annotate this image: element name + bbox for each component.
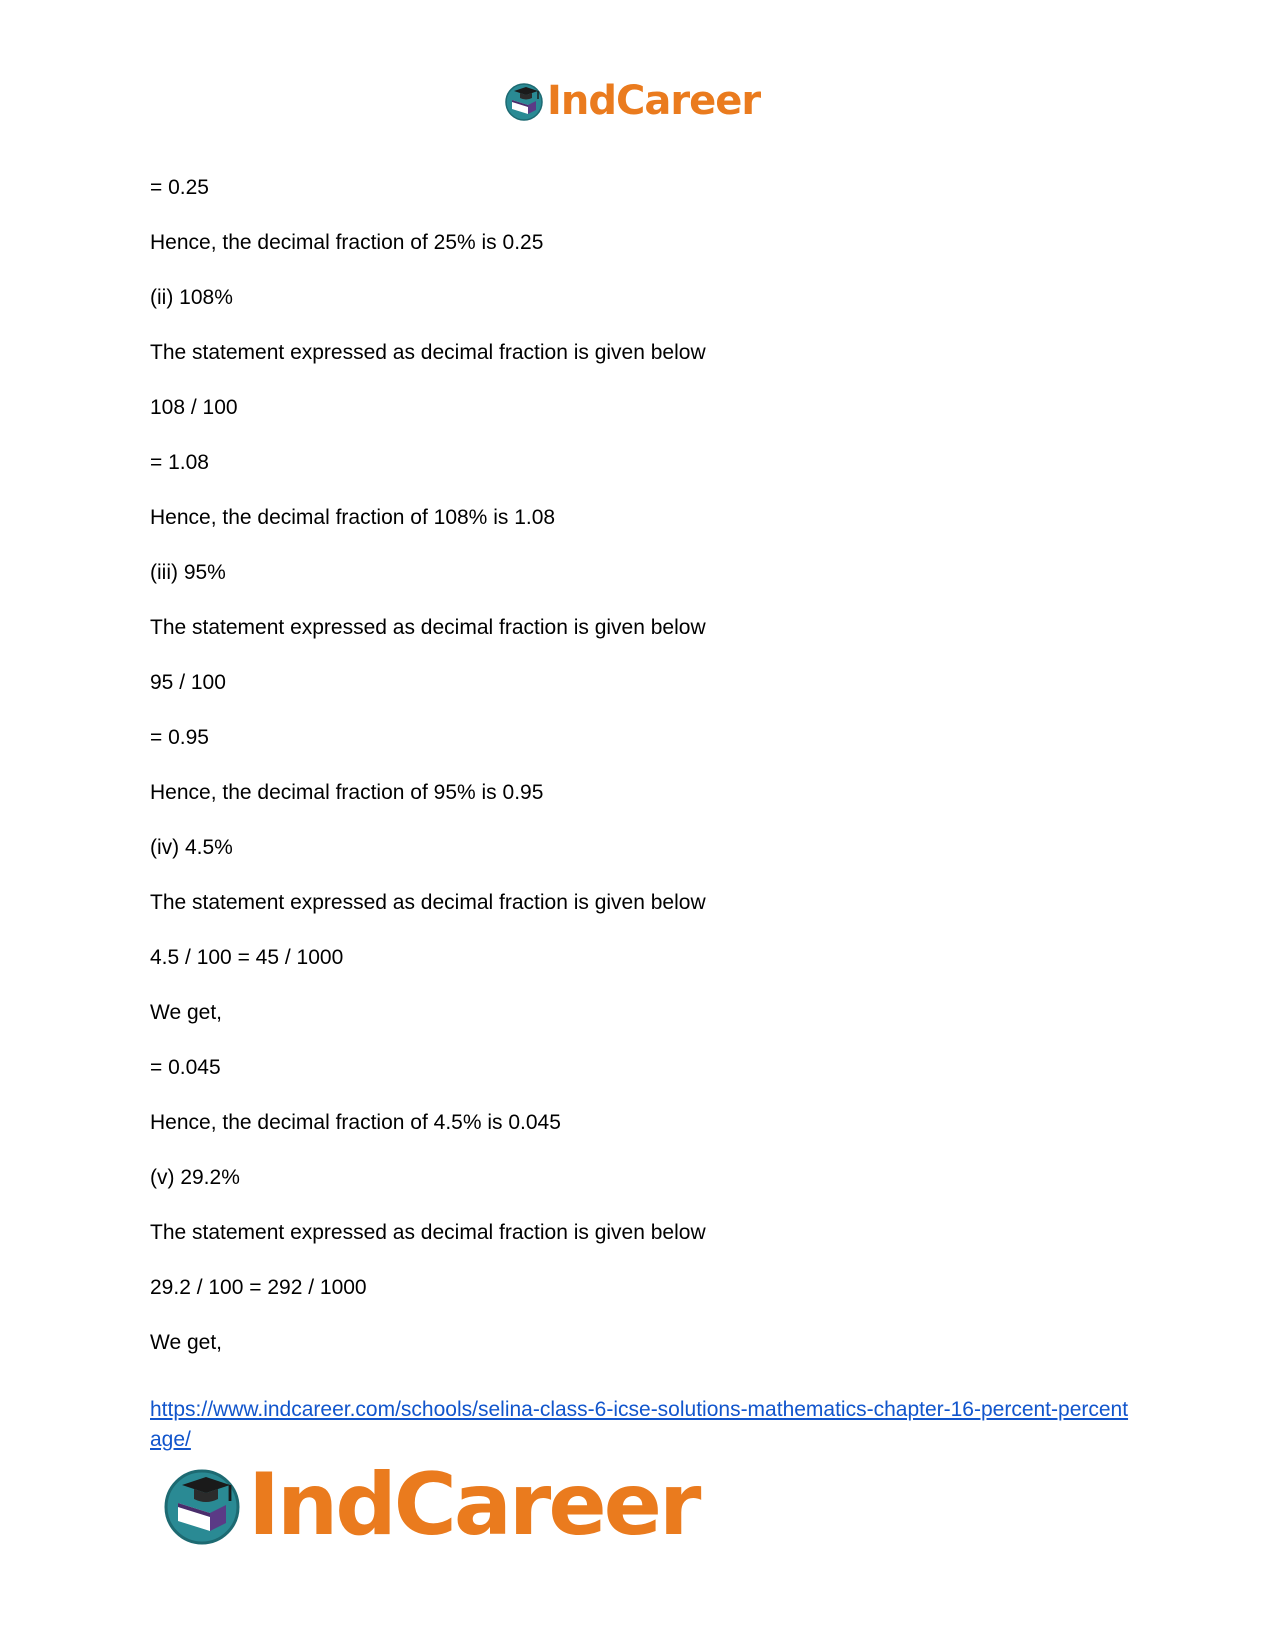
text-line: Hence, the decimal fraction of 108% is 1.08 — [150, 506, 556, 529]
text-line: = 0.25 — [150, 176, 209, 199]
text-line: The statement expressed as decimal fraction is given below — [150, 891, 706, 914]
text-line: The statement expressed as decimal fraction is given below — [150, 341, 706, 364]
text-line: 95 / 100 — [150, 671, 226, 694]
header-logo — [503, 80, 760, 122]
text-line: 4.5 / 100 = 45 / 1000 — [150, 946, 344, 969]
footer-logo-text: IndCareer — [248, 1455, 699, 1555]
graduation-cap-book-globe-icon — [503, 80, 545, 122]
text-line: = 1.08 — [150, 451, 209, 474]
text-line: Hence, the decimal fraction of 95% is 0.95 — [150, 781, 544, 804]
source-link[interactable]: https://www.indcareer.com/schools/selina-class-6-icse-solutions-mathematics-chapter-16-percent-percentage/ — [150, 1398, 1129, 1451]
footer-logo — [160, 1455, 699, 1555]
text-line: We get, — [150, 1331, 222, 1354]
text-line: = 0.95 — [150, 726, 209, 749]
text-line: We get, — [150, 1001, 222, 1024]
graduation-cap-book-globe-icon — [160, 1463, 244, 1547]
header-logo-text: IndCareer — [547, 78, 761, 124]
text-line: (ii) 108% — [150, 286, 233, 309]
text-line: 108 / 100 — [150, 396, 238, 419]
text-line: Hence, the decimal fraction of 25% is 0.25 — [150, 231, 544, 254]
text-line: = 0.045 — [150, 1056, 221, 1079]
text-line: (v) 29.2% — [150, 1166, 240, 1189]
text-line: Hence, the decimal fraction of 4.5% is 0.045 — [150, 1111, 561, 1134]
text-line: (iv) 4.5% — [150, 836, 233, 859]
text-line: 29.2 / 100 = 292 / 1000 — [150, 1276, 367, 1299]
text-line: (iii) 95% — [150, 561, 226, 584]
text-line: The statement expressed as decimal fraction is given below — [150, 616, 706, 639]
text-line: The statement expressed as decimal fraction is given below — [150, 1221, 706, 1244]
solution-text — [150, 174, 1130, 1384]
